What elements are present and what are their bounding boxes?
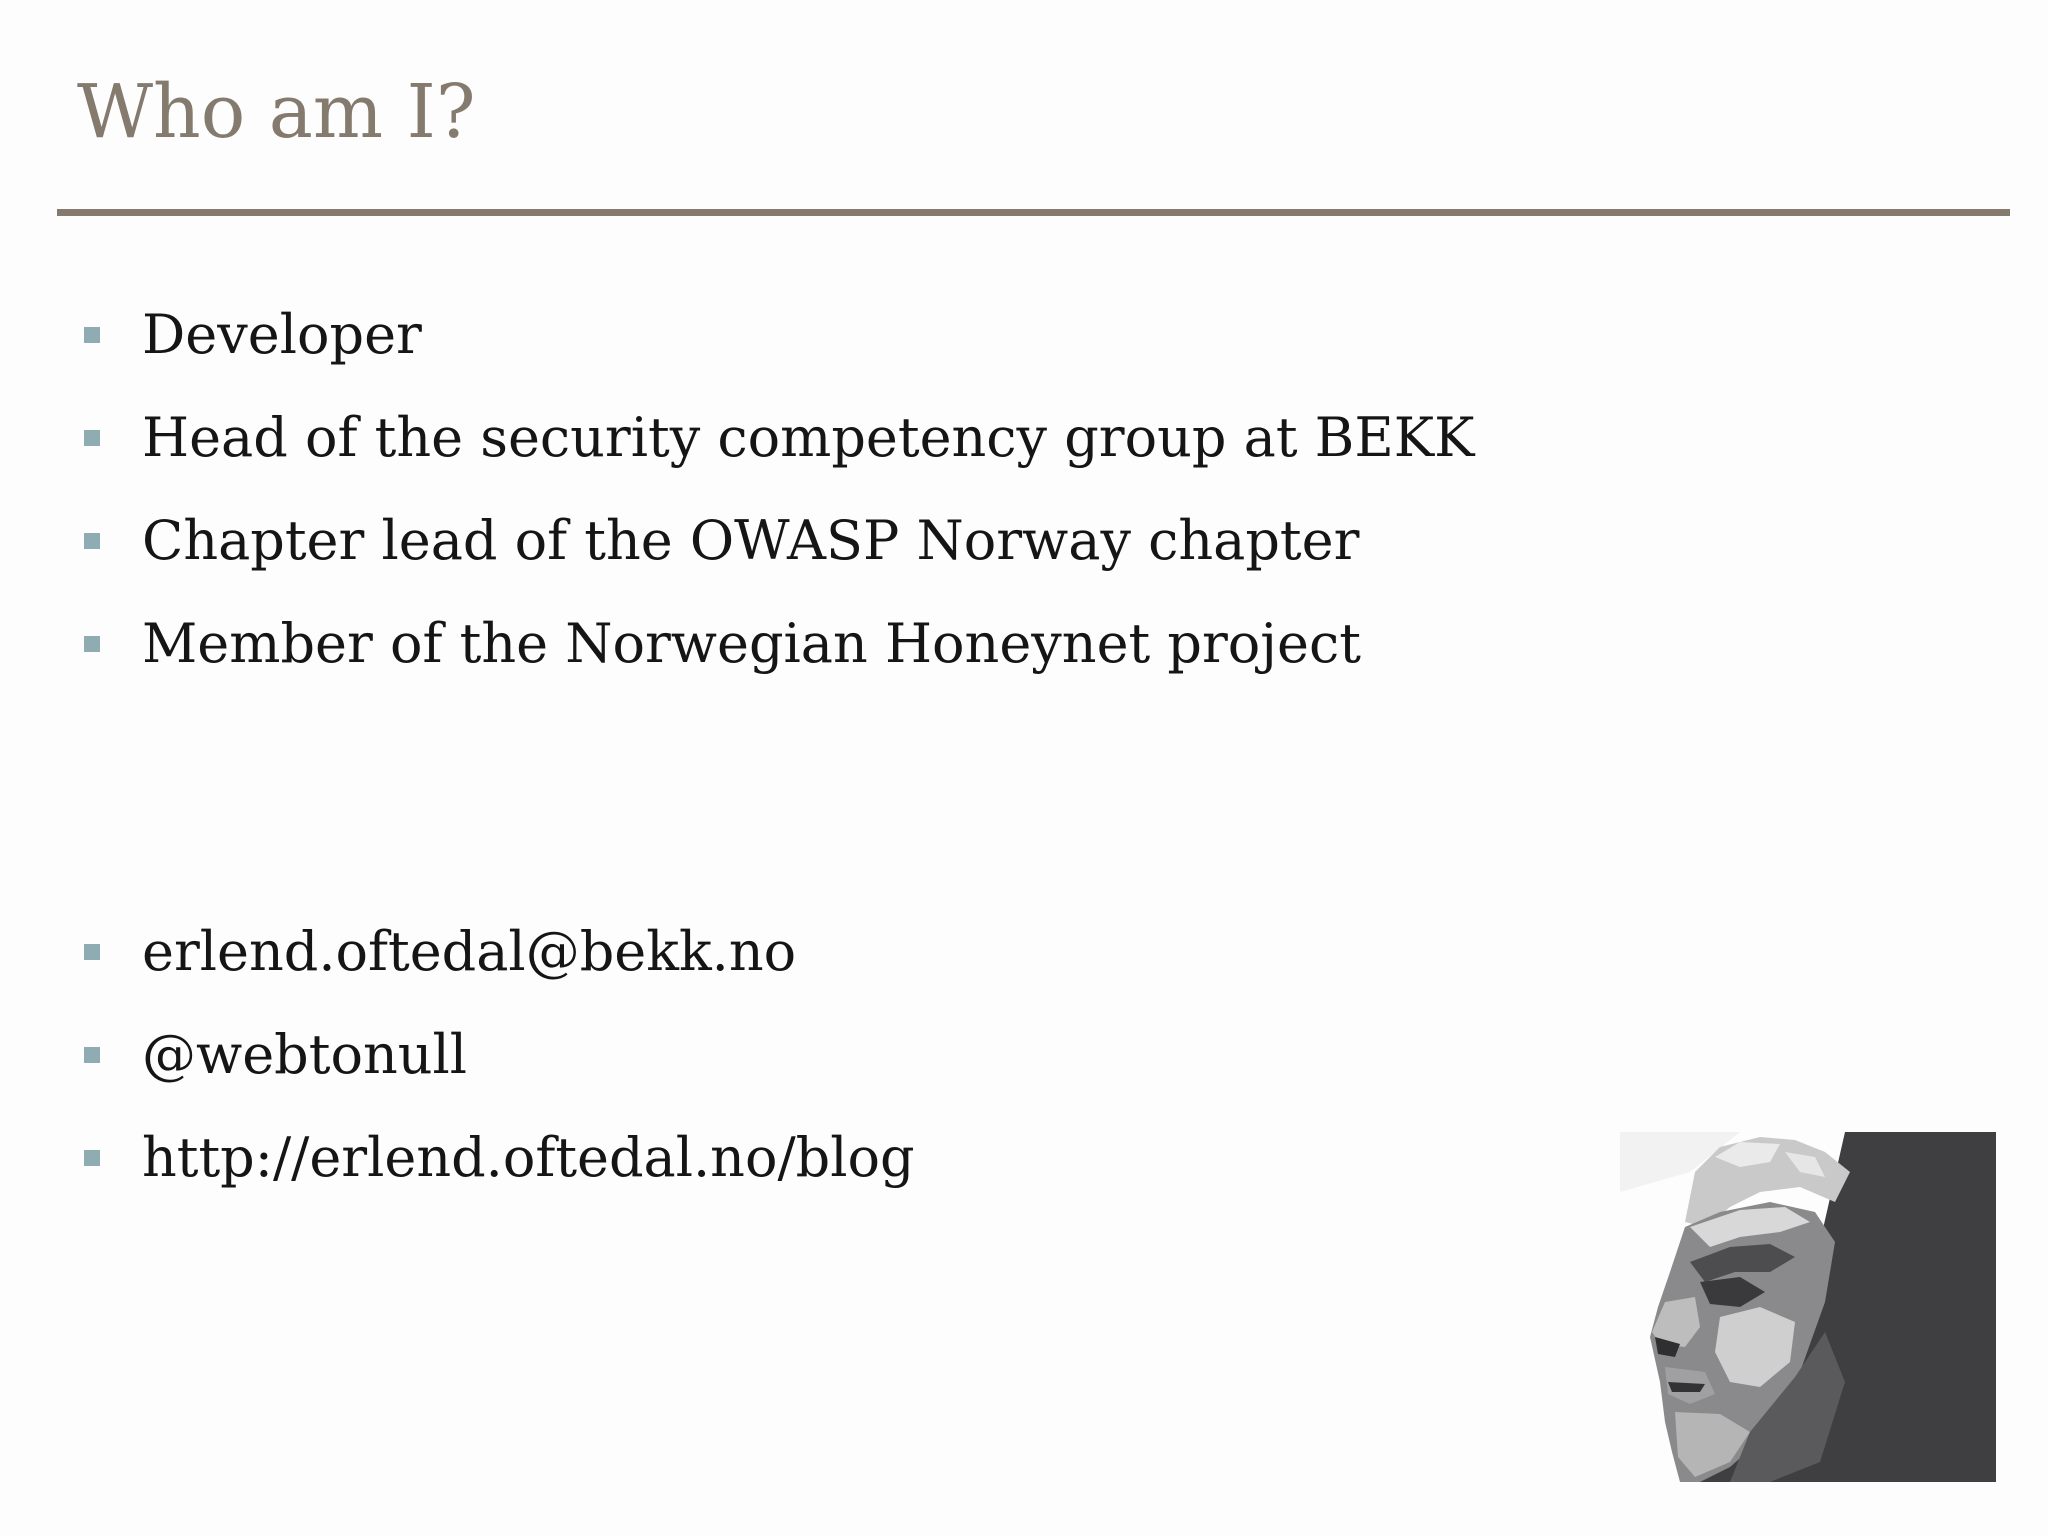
square-bullet-icon <box>84 1150 100 1166</box>
square-bullet-icon <box>84 636 100 652</box>
twitter-handle[interactable]: @webtonull <box>142 1023 468 1086</box>
bullet-text: Head of the security competency group at BEKK <box>142 406 1475 469</box>
blog-link[interactable]: http://erlend.oftedal.no/blog <box>142 1126 915 1189</box>
square-bullet-icon <box>84 430 100 446</box>
bullet-text: Chapter lead of the OWASP Norway chapter <box>142 509 1360 572</box>
bullet-item-owasp <box>84 511 1359 571</box>
square-bullet-icon <box>84 1047 100 1063</box>
bullet-item-developer <box>84 305 422 365</box>
bullet-item-security-group <box>84 408 1474 468</box>
contact-item-email <box>84 922 796 982</box>
bullet-item-honeynet <box>84 614 1361 674</box>
square-bullet-icon <box>84 327 100 343</box>
square-bullet-icon <box>84 944 100 960</box>
bullet-text: Developer <box>142 303 422 366</box>
slide-title: Who am I? <box>77 69 476 155</box>
bullet-text: Member of the Norwegian Honeynet project <box>142 612 1361 675</box>
contact-item-twitter <box>84 1025 467 1085</box>
portrait-image <box>1620 1132 1996 1482</box>
contact-item-blog <box>84 1128 915 1188</box>
square-bullet-icon <box>84 533 100 549</box>
email-link[interactable]: erlend.oftedal@bekk.no <box>142 920 797 983</box>
